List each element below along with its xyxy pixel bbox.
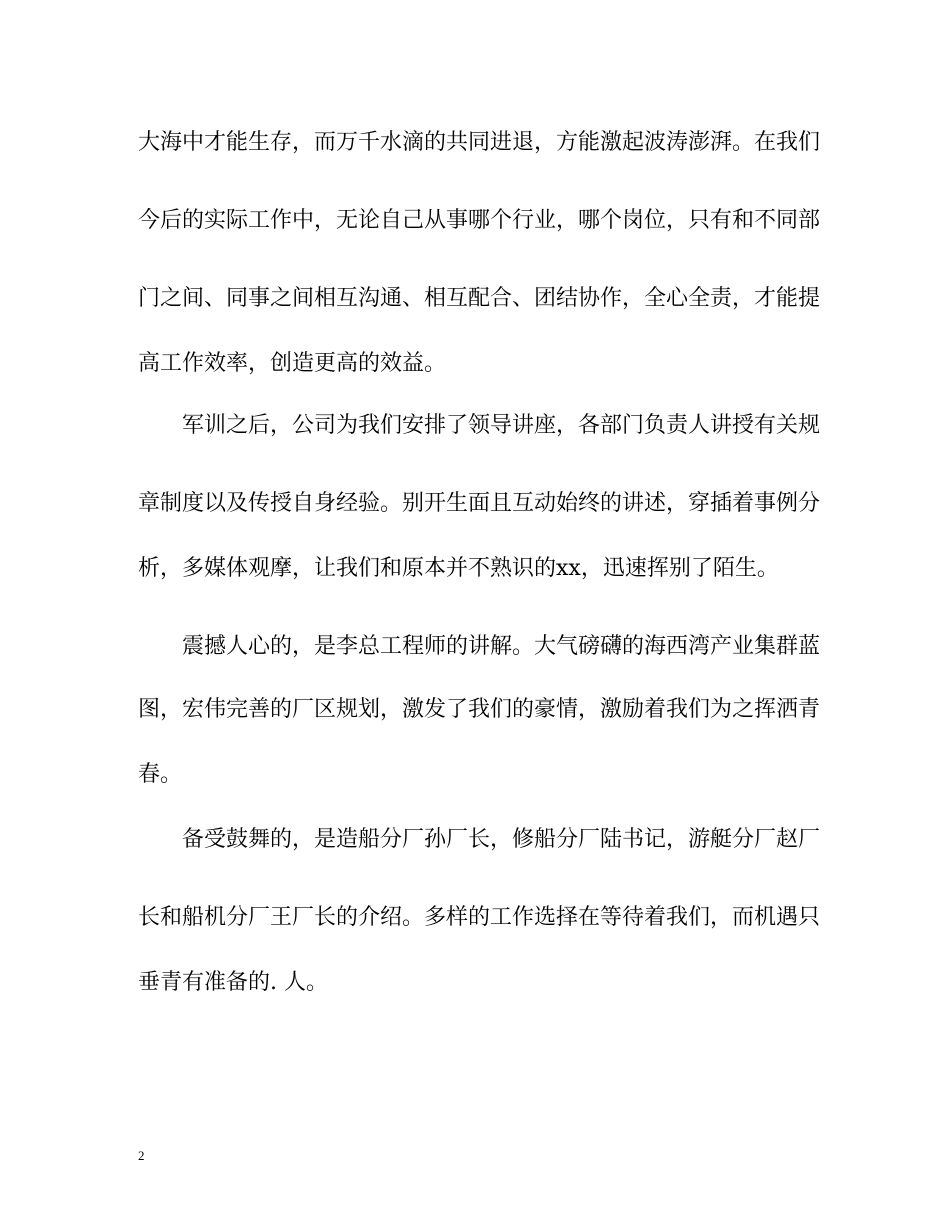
text-line: 大海中才能生存，而万千水滴的共同进退，方能激起波涛澎湃。在我们 xyxy=(138,130,821,155)
paragraph-first-line: 备受鼓舞的，是造船分厂孙厂长，修船分厂陆书记，游艇分厂赵厂 xyxy=(182,827,821,852)
paragraph-first-line: 军训之后，公司为我们安排了领导讲座，各部门负责人讲授有关规 xyxy=(182,413,821,438)
text-line: 门之间、同事之间相互沟通、相互配合、团结协作，全心全责，才能提 xyxy=(138,286,821,311)
text-line: 垂青有准备的. 人。 xyxy=(138,970,328,995)
text-line: 高工作效率，创造更高的效益。 xyxy=(138,351,447,376)
text-line: 图，宏伟完善的厂区规划，激发了我们的豪情，激励着我们为之挥洒青 xyxy=(138,697,821,722)
text-line: 春。 xyxy=(138,762,183,787)
text-line: 章制度以及传授自身经验。别开生面且互动始终的讲述，穿插着事例分 xyxy=(138,491,821,516)
text-line: 今后的实际工作中，无论自己从事哪个行业，哪个岗位，只有和不同部 xyxy=(138,208,821,233)
text-line: 析，多媒体观摩，让我们和原本并不熟识的xx，迅速挥别了陌生。 xyxy=(138,556,779,581)
page-number: 2 xyxy=(138,1148,145,1163)
paragraph-first-line: 震撼人心的，是李总工程师的讲解。大气磅礴的海西湾产业集群蓝 xyxy=(182,634,821,659)
text-line: 长和船机分厂王厂长的介绍。多样的工作选择在等待着我们，而机遇只 xyxy=(138,905,821,930)
